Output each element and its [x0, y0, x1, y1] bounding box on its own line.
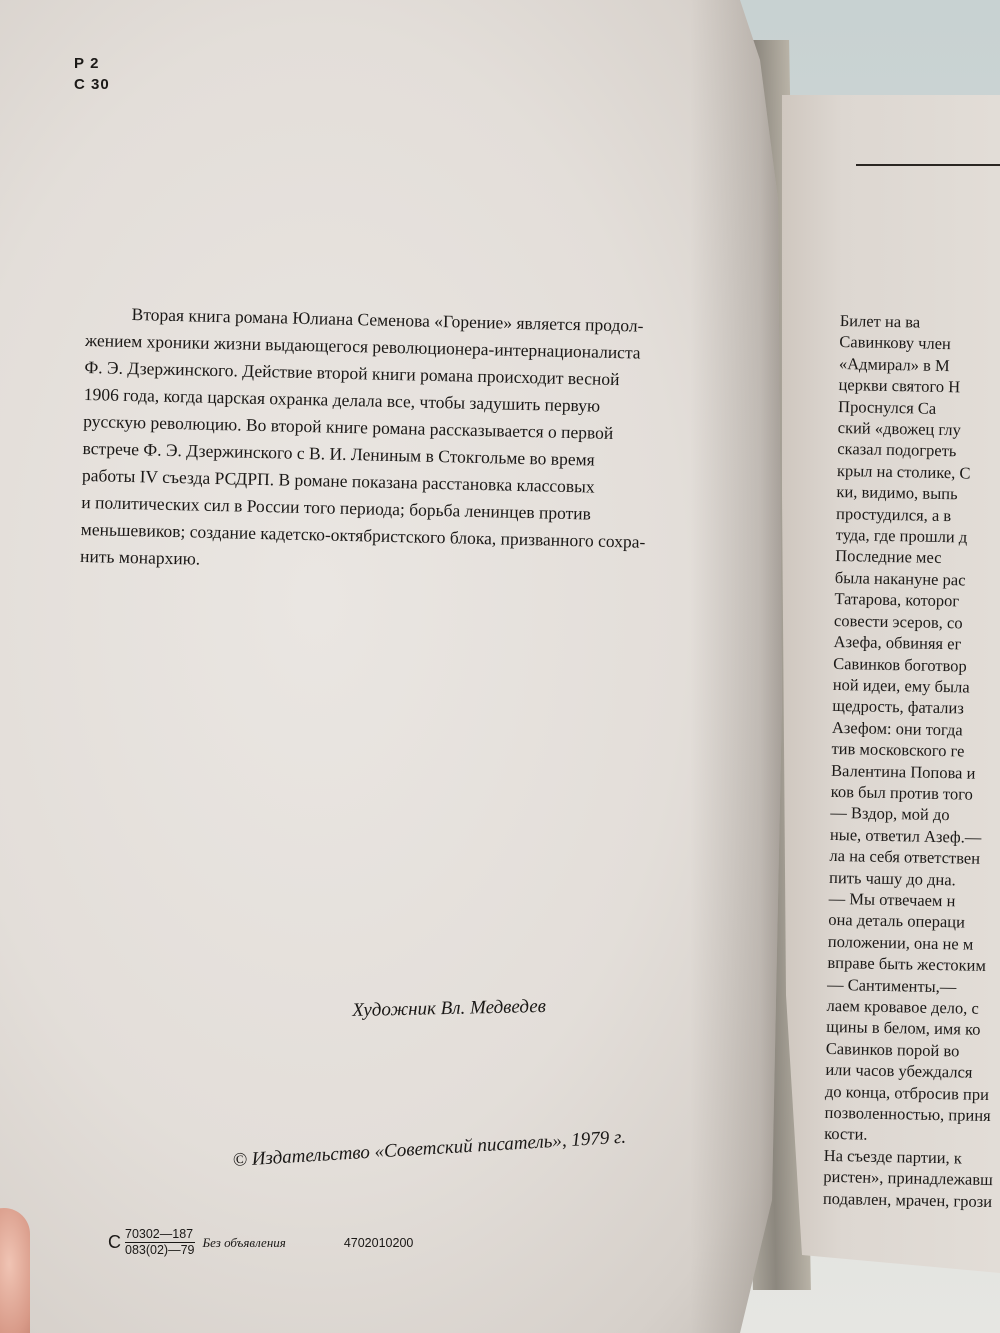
annotation-line: жением хроники жизни выдающегося революционера-интернационалиста: [84, 329, 641, 363]
right-page-line: позволенностью, приня: [824, 1102, 991, 1126]
book-annotation: [80, 300, 736, 585]
right-page-line: пить чашу до дна.: [828, 867, 956, 889]
right-page-line: была накануне рас: [834, 567, 966, 590]
annotation-line: встрече Ф. Э. Дзержинского с В. И. Лениным в Стокгольме во время: [82, 437, 595, 470]
copyright-line: © Издательство «Советский писатель», 1979 г.: [232, 1126, 627, 1171]
right-page-line: совести эсеров, со: [833, 610, 963, 633]
right-page-line: — Вздор, мой до: [830, 803, 950, 825]
right-page-line: ристен», принадлежавш: [823, 1167, 994, 1190]
catalog-code-1: Р 2: [74, 55, 100, 72]
annotation-line: 1906 года, когда царская охранка делала все, чтобы задушить первую: [83, 383, 601, 416]
right-page-line: лаем кровавое дело, с: [826, 995, 980, 1018]
right-page-line: ла на себя ответствен: [829, 846, 981, 868]
catalog-line: [108, 1227, 413, 1258]
finger-image: [0, 1208, 30, 1333]
right-page-line: Билет на ва: [839, 310, 921, 332]
right-page-line: Татарова, которог: [834, 589, 960, 611]
annotation-line: нить монархию.: [79, 545, 201, 569]
catalog-note: Без объявления: [202, 1234, 286, 1250]
right-page-line: крыл на столике, С: [836, 460, 971, 483]
right-page-line: Валентина Попова и: [830, 760, 976, 783]
right-page-line: вправе быть жестоким: [827, 953, 987, 976]
right-page-line: до конца, отбросив при: [824, 1081, 990, 1104]
right-page-line: ков был против того: [830, 781, 974, 804]
right-page-line: Савинков боготвор: [833, 653, 967, 675]
catalog-code-2: С 30: [74, 76, 110, 93]
right-page-line: тив московского ге: [831, 739, 965, 761]
annotation-line: Ф. Э. Дзержинского. Действие второй книги романа происходит весной: [84, 356, 620, 390]
right-page-line: или часов убеждался: [825, 1060, 973, 1082]
right-page-line: положении, она не м: [827, 931, 974, 954]
right-page-line: щины в белом, имя ко: [826, 1017, 981, 1040]
annotation-line: русскую революцию. Во второй книге романа рассказывается о первой: [83, 410, 614, 443]
right-page-line: сказал подогреть: [837, 439, 957, 461]
right-page-line: «Адмирал» в М: [838, 353, 950, 375]
right-page-line: ной идеи, ему была: [832, 674, 970, 697]
right-page-line: Проснулся Са: [837, 396, 937, 418]
catalog-denominator: 083(02)—79: [125, 1243, 195, 1257]
right-page-line: ки, видимо, выпь: [836, 482, 958, 504]
right-page-line: Савинкову член: [839, 332, 952, 354]
right-page-line: Азефом: они тогда: [831, 717, 963, 740]
illustrator-credit: Художник Вл. Медведев: [352, 995, 547, 1021]
catalog-fraction: [125, 1227, 195, 1258]
right-page-line: она деталь операци: [828, 910, 966, 932]
right-page-line: церкви святого Н: [838, 375, 961, 397]
right-page-line: туда, где прошли д: [835, 525, 968, 547]
catalog-prefix: С: [108, 1232, 121, 1252]
right-page-line: ский «двожец глу: [837, 418, 962, 440]
catalog-numerator: 70302—187: [125, 1227, 194, 1241]
right-page-text: [823, 310, 1000, 1213]
annotation-line: и политических сил в России того периода; борьба ленинцев против: [81, 491, 592, 524]
right-page-top-rule: [856, 164, 1000, 166]
right-page-line: Савинков порой во: [825, 1038, 960, 1061]
right-page-line: — Мы отвечаем н: [828, 888, 956, 911]
right-page-line: Азефа, обвиняя ег: [833, 632, 962, 654]
catalog-number: 4702010200: [343, 1235, 414, 1250]
right-page-line: подавлен, мрачен, грози: [822, 1188, 993, 1211]
annotation-line: Вторая книга романа Юлиана Семенова «Горение» является продол-: [131, 304, 644, 336]
right-page-line: щедрость, фатализ: [832, 696, 965, 718]
right-page-line: На съезде партии, к: [823, 1145, 963, 1168]
annotation-line: меньшевиков; создание кадетско-октябристского блока, призванного сохра-: [80, 518, 646, 552]
right-page-line: кости.: [824, 1124, 868, 1145]
annotation-line: работы IV съезда РСДРП. В романе показана расстановка классовых: [81, 464, 595, 497]
right-page-line: — Сантименты,—: [826, 974, 957, 996]
right-page-line: ные, ответил Азеф.—: [829, 824, 982, 847]
right-page-line: Последние мес: [835, 546, 942, 568]
right-page-line: простудился, а в: [835, 503, 952, 525]
